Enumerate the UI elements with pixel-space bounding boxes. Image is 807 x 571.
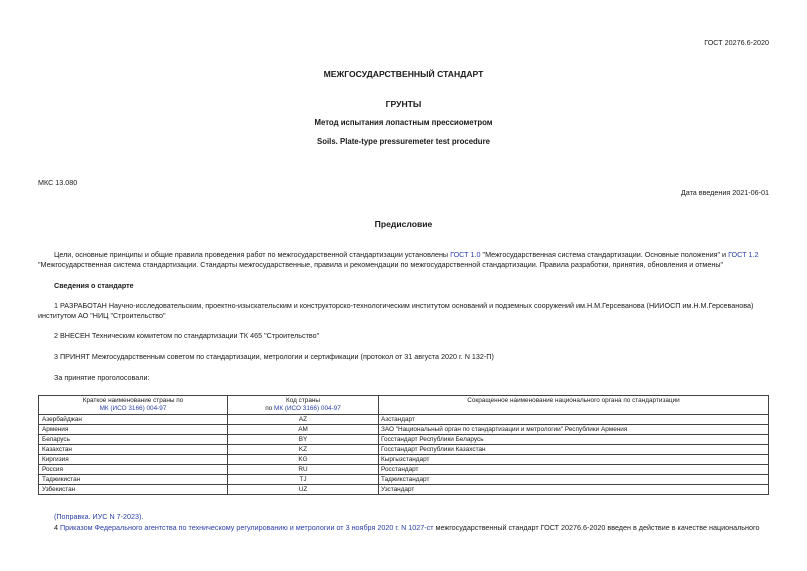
item-4-enacted [54, 523, 759, 532]
org-cell: Кыргызстандарт [379, 455, 769, 465]
preface-text-c: "Межгосударственная система стандартизации. Стандарты межгосударственные, правила и рекомендации по межгосударственной стандартизации. Правила разработки, принятия, обновления и отмены" [38, 260, 724, 269]
code-cell: TJ [228, 475, 379, 485]
item-4-text: межгосударственный стандарт ГОСТ 20276.6-2020 введен в действие в качестве национального [433, 523, 760, 532]
mk-iso-link-2[interactable]: МК (ИСО 3166) 004-97 [274, 405, 341, 412]
preface-heading: Предисловие [374, 219, 433, 229]
org-cell: ЗАО "Национальный орган по стандартизации и метрологии" Республики Армения [379, 425, 769, 435]
introduction-date: Дата введения 2021-06-01 [680, 188, 769, 197]
header-national-body: Сокращенное наименование национального органа по стандартизации [379, 396, 769, 415]
table-row [39, 435, 769, 445]
table-row [39, 455, 769, 465]
table-header-row [39, 396, 769, 415]
country-cell: Беларусь [39, 435, 228, 445]
item-3-adopted: 3 ПРИНЯТ Межгосударственным советом по стандартизации, метрологии и сертификации (протокол от 31 августа 2020 г. N 132-П) [54, 352, 494, 361]
subtitle-russian: Метод испытания лопастным прессиометром [314, 118, 493, 127]
preface-text-b: "Межгосударственная система стандартизации. Основные положения" и [480, 250, 729, 259]
code-cell: UZ [228, 485, 379, 495]
table-row [39, 425, 769, 435]
gost-1-0-link[interactable]: ГОСТ 1.0 [450, 250, 481, 259]
header-country-code [228, 396, 379, 415]
country-cell: Азербайджан [39, 415, 228, 425]
country-cell: Таджикистан [39, 475, 228, 485]
table-row [39, 465, 769, 475]
code-cell: RU [228, 465, 379, 475]
voting-countries-table [38, 395, 769, 495]
country-cell: Россия [39, 465, 228, 475]
voted-label: За принятие проголосовали: [54, 373, 150, 382]
country-cell: Узбекистан [39, 485, 228, 495]
table-row [39, 475, 769, 485]
table-row [39, 485, 769, 495]
code-cell: AZ [228, 415, 379, 425]
amendment-note[interactable]: (Поправка. ИУС N 7-2023). [54, 512, 144, 521]
header-code-line1: Код страны [286, 397, 320, 404]
code-cell: BY [228, 435, 379, 445]
country-cell: Армения [39, 425, 228, 435]
preface-text-a: Цели, основные принципы и общие правила проведения работ по межгосударственной стандартизации установлены [54, 250, 451, 259]
header-country-name [39, 396, 228, 415]
info-heading: Сведения о стандарте [54, 281, 134, 290]
preface-paragraph [38, 250, 770, 270]
header-country-line1: Краткое наименование страны по [82, 397, 184, 404]
standard-type: МЕЖГОСУДАРСТВЕННЫЙ СТАНДАРТ [323, 69, 484, 79]
mks-code: МКС 13.080 [38, 178, 78, 187]
item-2-submitted: 2 ВНЕСЕН Техническим комитетом по стандартизации ТК 465 "Строительство" [54, 331, 320, 340]
subtitle-english: Soils. Plate-type pressuremeter test procedure [317, 137, 490, 146]
table-row [39, 445, 769, 455]
mk-iso-link[interactable]: МК (ИСО 3166) 004-97 [99, 405, 167, 412]
document-title: ГРУНТЫ [385, 99, 422, 109]
table-row [39, 415, 769, 425]
org-cell: Росстандарт [379, 465, 769, 475]
gost-1-2-link[interactable]: ГОСТ 1.2 [728, 250, 759, 259]
org-cell: Госстандарт Республики Казахстан [379, 445, 769, 455]
document-code: ГОСТ 20276.6-2020 [704, 38, 769, 47]
item-1-developed: 1 РАЗРАБОТАН Научно-исследовательским, проектно-изыскательским и конструкторско-технологическим институтом оснований и подземных сооружений им.Н.М.Герсеванова (НИИОСП им.Н.М.Герсеванова) институтом АО "НИЦ "Строительство" [38, 301, 754, 320]
header-code-prefix: по [265, 405, 274, 412]
code-cell: KZ [228, 445, 379, 455]
org-cell: Таджикстандарт [379, 475, 769, 485]
item-4-number: 4 [54, 523, 60, 532]
code-cell: AM [228, 425, 379, 435]
code-cell: KG [228, 455, 379, 465]
org-cell: Госстандарт Республики Беларусь [379, 435, 769, 445]
org-cell: Узстандарт [379, 485, 769, 495]
country-cell: Казахстан [39, 445, 228, 455]
country-cell: Киргизия [39, 455, 228, 465]
order-link[interactable]: Приказом Федерального агентства по техническому регулированию и метрологии от 3 ноября 2020 г. N 1027-ст [60, 523, 434, 532]
org-cell: Азстандарт [379, 415, 769, 425]
